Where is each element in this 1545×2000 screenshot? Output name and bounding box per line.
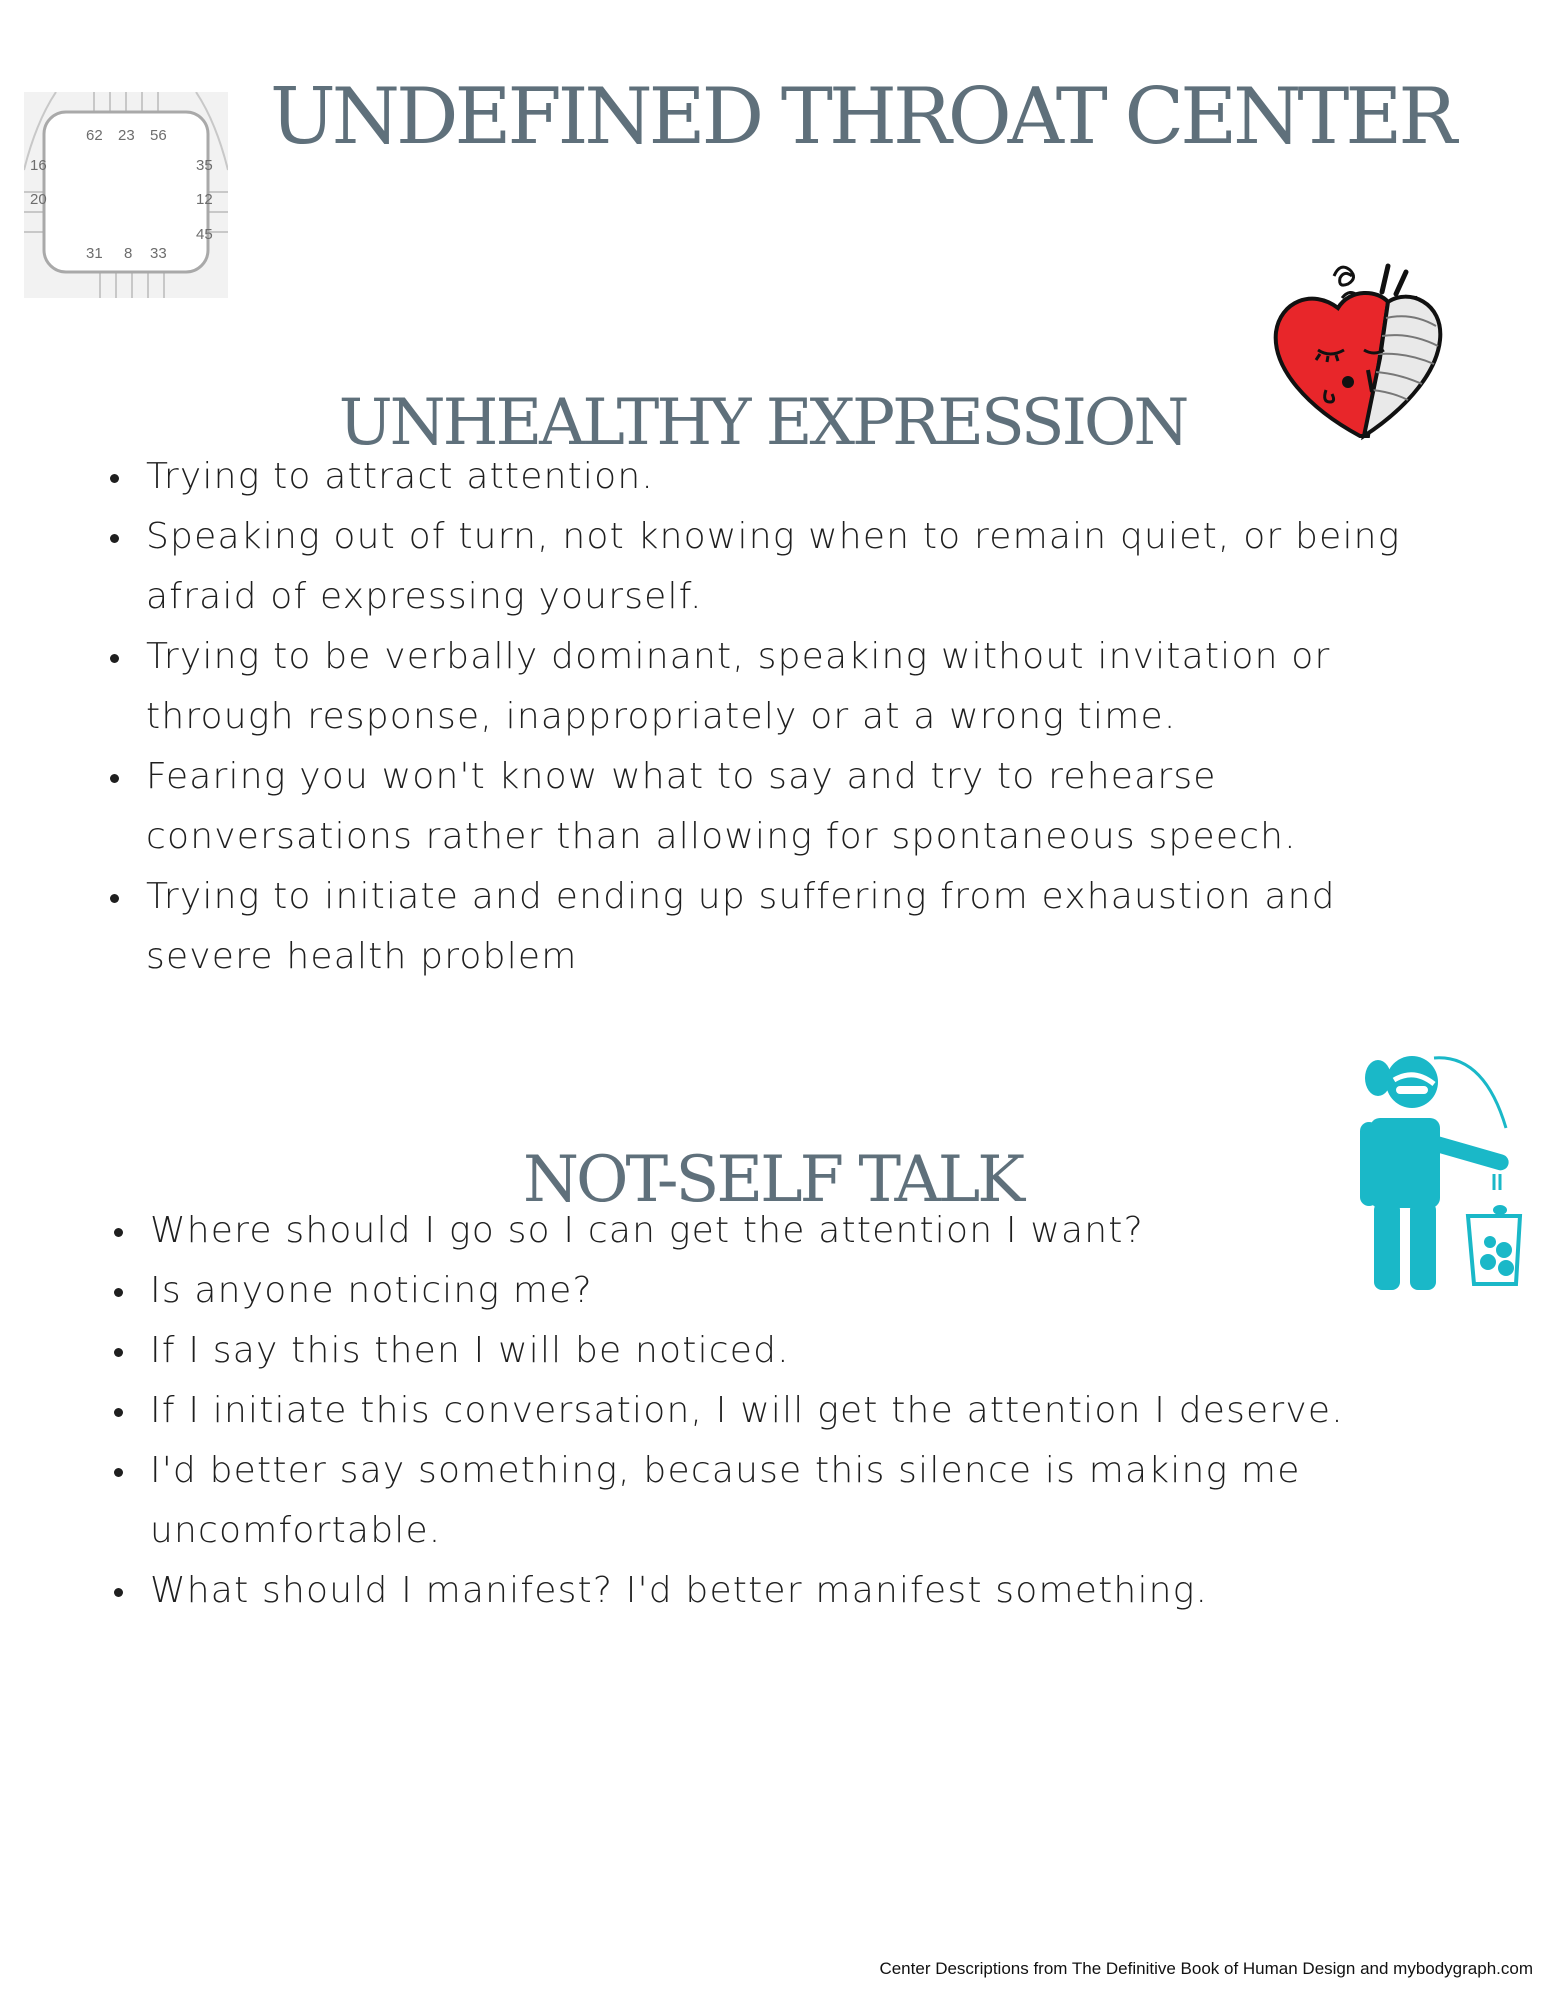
list-item: Trying to attract attention. (108, 447, 1408, 507)
gate-8: 8 (124, 245, 133, 262)
list-item: If I initiate this conversation, I will get the attention I deserve. (112, 1381, 1412, 1441)
gate-35: 35 (196, 157, 213, 174)
footer-credit: Center Descriptions from The Definitive Book of Human Design and mybodygraph.com (879, 1959, 1533, 1978)
gate-45: 45 (196, 226, 213, 243)
list-item: I'd better say something, because this silence is making me uncomfortable. (112, 1441, 1412, 1561)
not-self-talk-list (112, 1201, 1412, 1621)
list-item: Where should I go so I can get the attention I want? (112, 1201, 1412, 1261)
unhealthy-expression-heading: UNHEALTHY EXPRESSION (338, 386, 1187, 461)
list-item: What should I manifest? I'd better manifest something. (112, 1561, 1412, 1621)
list-item: Trying to be verbally dominant, speaking without invitation or through response, inappropriately or at a wrong time. (108, 627, 1408, 747)
throat-center-diagram (24, 92, 228, 298)
gate-31: 31 (86, 245, 103, 262)
unhealthy-expression-list (108, 447, 1408, 987)
list-item: If I say this then I will be noticed. (112, 1321, 1412, 1381)
gate-16: 16 (30, 157, 47, 174)
list-item: Speaking out of turn, not knowing when to remain quiet, or being afraid of expressing yourself. (108, 507, 1408, 627)
gate-20: 20 (30, 191, 47, 208)
gate-33: 33 (150, 245, 167, 262)
gate-23: 23 (118, 127, 135, 144)
page-title: UNDEFINED THROAT CENTER (270, 72, 1454, 162)
list-item: Is anyone noticing me? (112, 1261, 1412, 1321)
list-item: Trying to initiate and ending up suffering from exhaustion and severe health problem (108, 867, 1408, 987)
gate-56: 56 (150, 127, 167, 144)
list-item: Fearing you won't know what to say and try to rehearse conversations rather than allowing for spontaneous speech. (108, 747, 1408, 867)
gate-62: 62 (86, 127, 103, 144)
sad-heart-icon (1268, 258, 1452, 442)
not-self-talk-heading: NOT-SELF TALK (522, 1143, 1023, 1218)
gate-12: 12 (196, 191, 213, 208)
